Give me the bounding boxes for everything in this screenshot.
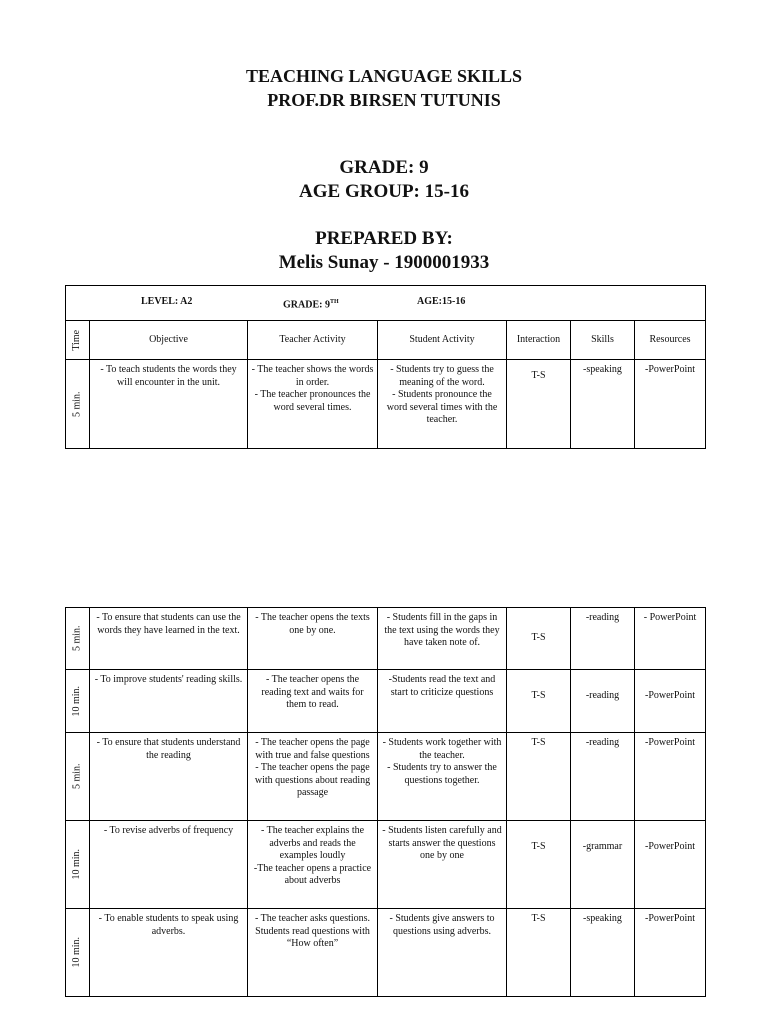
objective-cell: - To teach students the words they will encounter in the unit. [90, 360, 248, 449]
interaction-cell: T-S [507, 360, 571, 449]
resources-cell: -PowerPoint [635, 733, 706, 821]
author-header [0, 227, 768, 275]
level-label: LEVEL: A2 [141, 296, 193, 307]
time-header: Time [66, 321, 90, 360]
resources-cell: -PowerPoint [635, 821, 706, 909]
time-cell: 10 min. [66, 670, 90, 733]
skills-cell: -reading [571, 670, 635, 733]
student-activity-cell: -Students read the text and start to criticize questions [378, 670, 507, 733]
table-row [66, 670, 706, 733]
table-row [66, 608, 706, 670]
objective-cell: - To revise adverbs of frequency [90, 821, 248, 909]
student-activity-cell: - Students give answers to questions using adverbs. [378, 909, 507, 997]
table-row [66, 909, 706, 997]
time-cell: 5 min. [66, 608, 90, 670]
grade-label: GRADE: 9TH [283, 299, 339, 311]
interaction-cell: T-S [507, 608, 571, 670]
interaction-cell: T-S [507, 909, 571, 997]
teacher-activity-cell: - The teacher opens the reading text and waits for them to read. [248, 670, 378, 733]
objective-cell: - To ensure that students understand the reading [90, 733, 248, 821]
skills-cell: -speaking [571, 909, 635, 997]
skills-cell: -reading [571, 608, 635, 670]
objective-cell: - To ensure that students can use the words they have learned in the text. [90, 608, 248, 670]
student-activity-header: Student Activity [378, 321, 507, 360]
time-cell: 10 min. [66, 821, 90, 909]
teacher-activity-header: Teacher Activity [248, 321, 378, 360]
resources-cell: -PowerPoint [635, 360, 706, 449]
grade-header [0, 156, 768, 204]
lesson-plan-table-2 [65, 607, 706, 997]
interaction-header: Interaction [507, 321, 571, 360]
table-row [66, 360, 706, 449]
table-header-row [66, 321, 706, 360]
course-title: TEACHING LANGUAGE SKILLS [245, 66, 523, 86]
teacher-activity-cell: - The teacher shows the words in order. - The teacher pronounces the word several times. [248, 360, 378, 449]
interaction-cell: T-S [507, 821, 571, 909]
resources-cell: -PowerPoint [635, 909, 706, 997]
lesson-plan-table-1 [65, 285, 706, 449]
objective-cell: - To enable students to speak using adverbs. [90, 909, 248, 997]
student-activity-cell: - Students try to guess the meaning of the word. - Students pronounce the word several times with the teacher. [378, 360, 507, 449]
table-row [66, 733, 706, 821]
teacher-activity-cell: - The teacher asks questions. Students read questions with “How often” [248, 909, 378, 997]
course-header [0, 64, 768, 112]
time-cell: 5 min. [66, 733, 90, 821]
skills-cell: -grammar [571, 821, 635, 909]
skills-header: Skills [571, 321, 635, 360]
resources-cell: - PowerPoint [635, 608, 706, 670]
prepared-by-label: PREPARED BY: [315, 228, 453, 249]
professor-name: PROF.DR BIRSEN TUTUNIS [267, 90, 501, 110]
student-activity-cell: - Students fill in the gaps in the text using the words they have taken note of. [378, 608, 507, 670]
grade-title: GRADE: 9 [339, 157, 429, 178]
author-name: Melis Sunay - 1900001933 [278, 252, 490, 273]
age-label: AGE:15-16 [417, 296, 466, 307]
interaction-cell: T-S [507, 733, 571, 821]
student-activity-cell: - Students work together with the teacher. - Students try to answer the questions together. [378, 733, 507, 821]
skills-cell: -speaking [571, 360, 635, 449]
table-row [66, 821, 706, 909]
age-group-title: AGE GROUP: 15-16 [299, 181, 469, 202]
resources-cell: -PowerPoint [635, 670, 706, 733]
interaction-cell: T-S [507, 670, 571, 733]
skills-cell: -reading [571, 733, 635, 821]
teacher-activity-cell: - The teacher opens the page with true and false questions - The teacher opens the page with questions about reading passage [248, 733, 378, 821]
level-info-row [66, 286, 706, 321]
time-cell: 10 min. [66, 909, 90, 997]
resources-header: Resources [635, 321, 706, 360]
time-cell: 5 min. [66, 360, 90, 449]
objective-header: Objective [90, 321, 248, 360]
student-activity-cell: - Students listen carefully and starts answer the questions one by one [378, 821, 507, 909]
teacher-activity-cell: - The teacher explains the adverbs and reads the examples loudly -The teacher opens a practice about adverbs [248, 821, 378, 909]
teacher-activity-cell: - The teacher opens the texts one by one. [248, 608, 378, 670]
objective-cell: - To improve students' reading skills. [90, 670, 248, 733]
